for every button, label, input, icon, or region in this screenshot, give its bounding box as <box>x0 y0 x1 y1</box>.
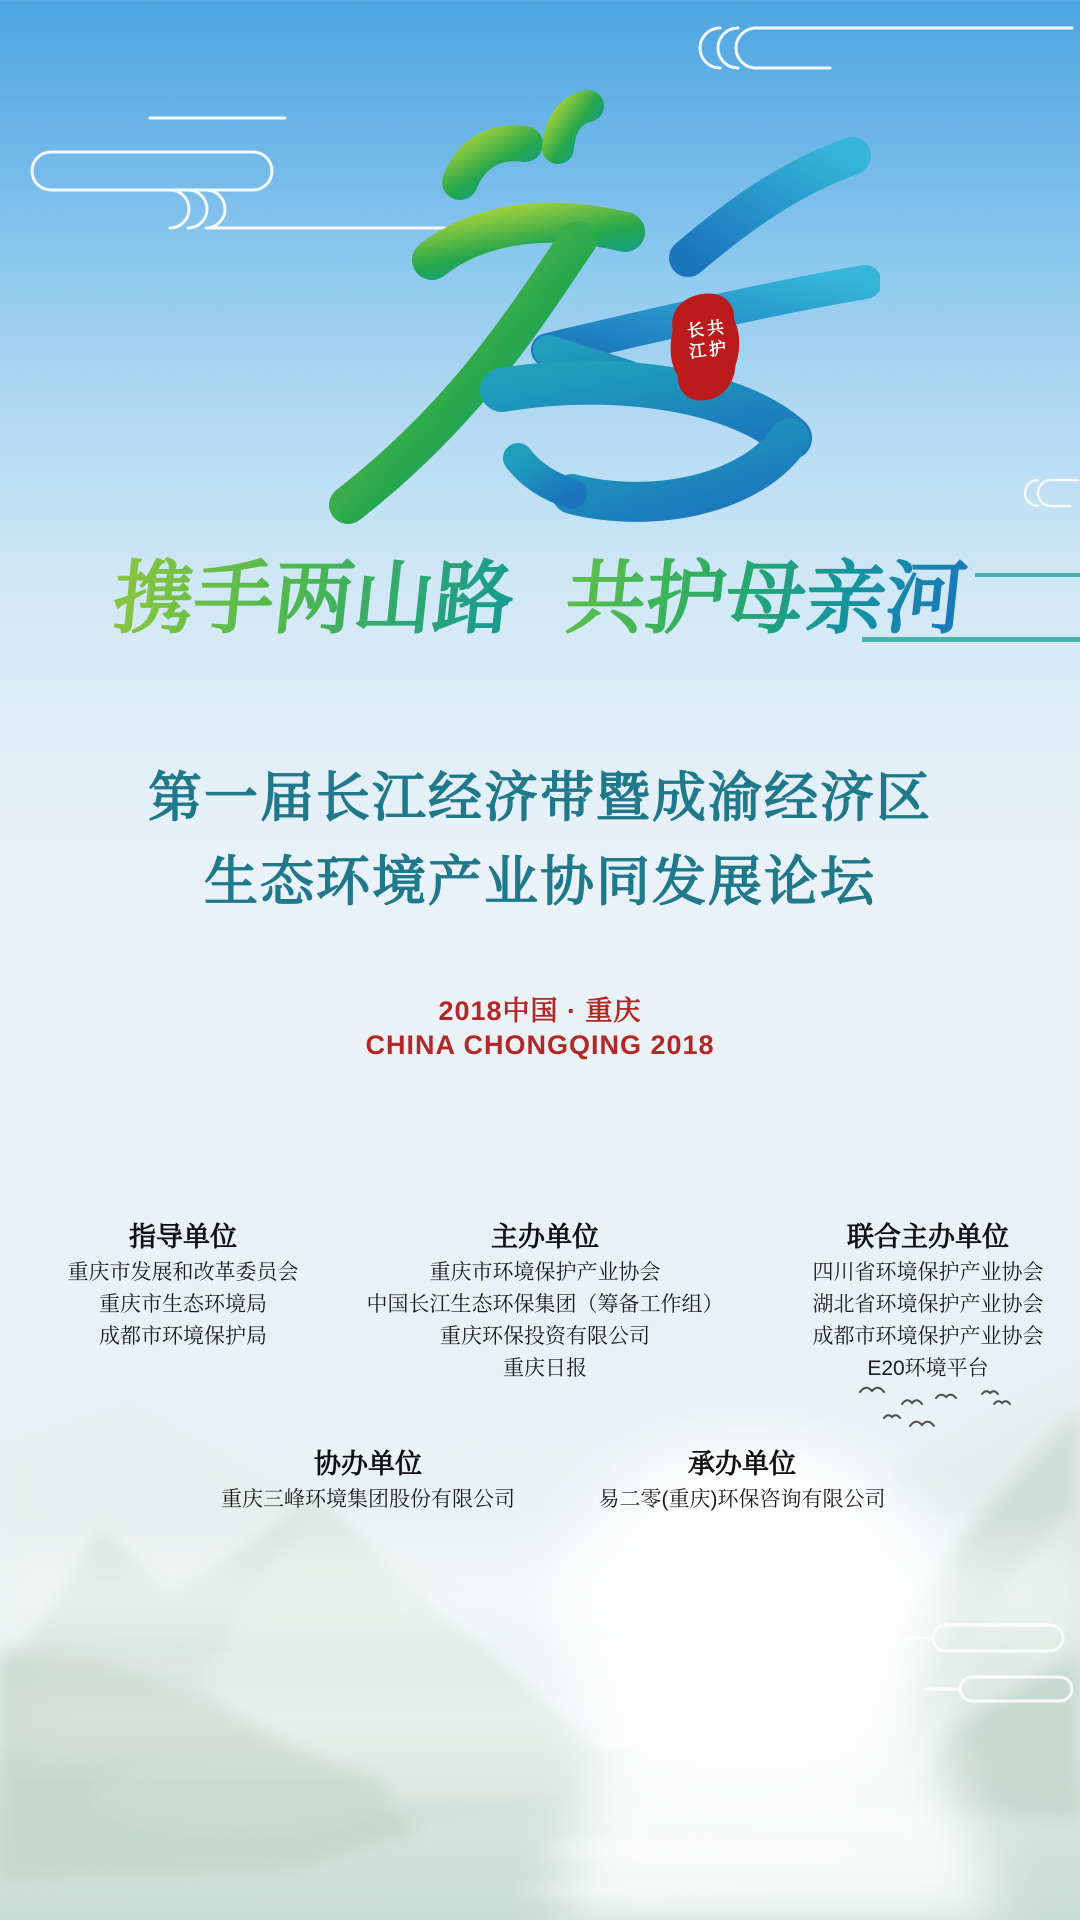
org-column-guidance <box>18 1222 348 1353</box>
org-item: 重庆市环境保护产业协会 <box>429 1261 661 1284</box>
org-item: 四川省环境保护产业协会 <box>812 1261 1044 1284</box>
org-item: 重庆日报 <box>503 1357 587 1380</box>
slogan <box>0 542 1080 654</box>
org-item: 重庆三峰环境集团股份有限公司 <box>221 1488 515 1511</box>
event-line-cn: 2018中国 · 重庆 <box>438 996 642 1026</box>
brand-logo-calligraphy-icon <box>320 90 880 530</box>
forum-title-line2: 生态环境产业协同发展论坛 <box>204 852 876 912</box>
org-header: 承办单位 <box>688 1449 796 1479</box>
org-header: 联合主办单位 <box>847 1222 1009 1252</box>
org-column-host <box>310 1222 780 1385</box>
org-column-undertaker <box>542 1449 942 1516</box>
cloud-line-icon <box>905 1615 1080 1725</box>
org-item: 成都市环境保护产业协会 <box>812 1325 1044 1348</box>
cloud-line-icon <box>1018 468 1080 524</box>
org-item: 重庆市生态环境局 <box>99 1293 267 1316</box>
org-header: 指导单位 <box>129 1222 237 1252</box>
org-item: 重庆环保投资有限公司 <box>440 1325 650 1348</box>
event-info <box>0 994 1080 1062</box>
event-line-en: CHINA CHONGQING 2018 <box>365 1030 715 1060</box>
org-header: 协办单位 <box>314 1449 422 1479</box>
org-column-coorganizer <box>168 1449 568 1516</box>
org-item: 成都市环境保护局 <box>99 1325 267 1348</box>
slogan-left: 携手两山路 <box>108 542 520 654</box>
birds-icon <box>850 1378 1025 1438</box>
org-item: 湖北省环境保护产业协会 <box>812 1293 1044 1316</box>
cloud-line-icon <box>660 20 1080 80</box>
org-header: 主办单位 <box>491 1222 599 1252</box>
org-item: E20环境平台 <box>867 1357 989 1380</box>
org-column-cohost <box>763 1222 1080 1385</box>
forum-title-line1: 第一届长江经济带暨成渝经济区 <box>148 768 932 828</box>
slogan-right: 共护母亲河 <box>560 542 972 654</box>
seal-stamp <box>666 292 744 404</box>
org-item: 中国长江生态环保集团（筹备工作组） <box>366 1293 724 1316</box>
seal-text: 共护长江 <box>683 318 727 364</box>
org-item: 易二零(重庆)环保咨询有限公司 <box>598 1488 886 1511</box>
org-item: 重庆市发展和改革委员会 <box>67 1261 299 1284</box>
forum-title <box>0 756 1080 924</box>
